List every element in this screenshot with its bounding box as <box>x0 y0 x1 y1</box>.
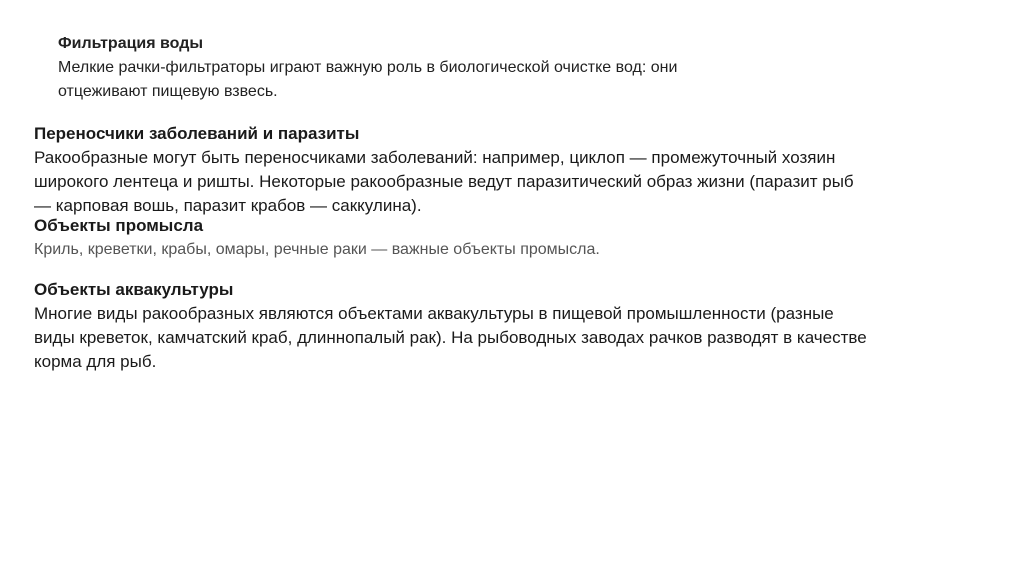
heading-aquaculture: Объекты аквакультуры <box>34 280 234 299</box>
paragraph-line: отцеживают пищевую взвесь. <box>58 83 278 100</box>
paragraph-line: виды креветок, камчатский краб, длиннопалый рак). На рыбоводных заводах рачков разводят в качестве <box>34 328 867 347</box>
paragraph-line: — карповая вошь, паразит крабов — саккулина). <box>34 196 422 215</box>
paragraph-line: Ракообразные могут быть переносчиками заболеваний: например, циклоп — промежуточный хозяин <box>34 148 836 167</box>
heading-fishing: Объекты промысла <box>34 216 204 235</box>
heading-disease-vectors: Переносчики заболеваний и паразиты <box>34 124 360 143</box>
paragraph-line: Мелкие рачки-фильтраторы играют важную роль в биологической очистке вод: они <box>58 59 678 76</box>
section-fishing <box>34 214 203 238</box>
paragraph-line: Криль, креветки, крабы, омары, речные раки — важные объекты промысла. <box>34 241 600 258</box>
section-fishing-body <box>34 238 600 262</box>
paragraph-line: широкого лентеца и ришты. Некоторые ракообразные ведут паразитический образ жизни (паразит рыб <box>34 172 854 191</box>
section-disease-vectors <box>34 122 994 218</box>
section-aquaculture <box>34 278 1004 374</box>
paragraph-line: корма для рыб. <box>34 352 157 371</box>
heading-water-filtration: Фильтрация воды <box>58 35 204 52</box>
section-water-filtration <box>58 32 818 104</box>
paragraph-line: Многие виды ракообразных являются объектами аквакультуры в пищевой промышленности (разные <box>34 304 834 323</box>
